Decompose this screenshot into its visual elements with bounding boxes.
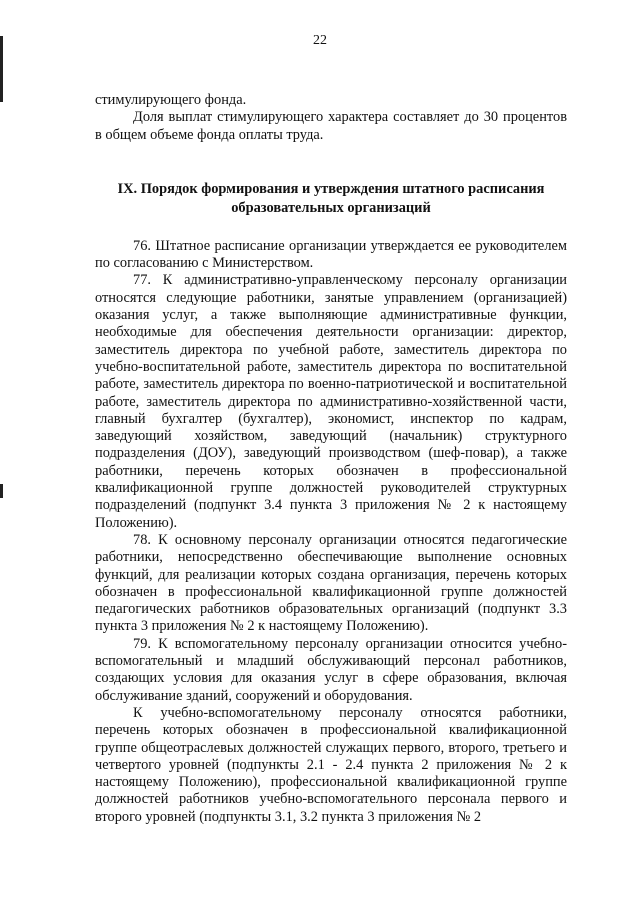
paragraph-78: 78. К основному персоналу организации относятся педагогические работники, непосредственно обеспечивающие выполнение основных функций, для реализации которых создана организация, перечень которых обозначен в профессиональной квалификационной группе должностей педагогических работников образовательных организаций (подпункт 3.3 пункта 3 приложения № 2 к настоящему Положению). bbox=[95, 531, 567, 635]
intro-paragraph: Доля выплат стимулирующего характера составляет до 30 процентов в общем объеме фонда оплаты труда. bbox=[95, 109, 567, 143]
intro-line: стимулирующего фонда. bbox=[95, 92, 247, 108]
scan-edge-mark bbox=[0, 484, 3, 498]
paragraph-support-staff: К учебно-вспомогательному персоналу относятся работники, перечень которых обозначен в профессиональной квалификационной группе общеотраслевых должностей служащих первого, второго, третьего и четвертого уровней (подпункты 2.1 - 2.4 пункта 2 приложения № 2 к настоящему Положению), профессиональной квалификационной группе должностей работников учебно-вспомогательного персонала первого и второго уровней (подпункты 3.1, 3.2 пункта 3 приложения № 2 bbox=[95, 704, 567, 825]
section-heading bbox=[95, 180, 567, 218]
paragraph-76: 76. Штатное расписание организации утверждается ее руководителем по согласованию с Министерством. bbox=[95, 237, 567, 272]
paragraph-79: 79. К вспомогательному персоналу организации относится учебно-вспомогательный и младший обслуживающий персонал работников, создающих условия для оказания услуг в сфере образования, включая обслуживание зданий, сооружений и оборудования. bbox=[95, 635, 567, 704]
section-heading-line2: образовательных организаций bbox=[231, 199, 431, 216]
page-number: 22 bbox=[313, 33, 327, 48]
document-body bbox=[95, 92, 567, 826]
section-heading-line1: IX. Порядок формирования и утверждения штатного расписания bbox=[117, 180, 545, 197]
paragraph-77: 77. К административно-управленческому персоналу организации относятся следующие работники, занятые управлением (организацией) оказания услуг, а также выполняющие административные функции, необходимые для обеспечения деятельности организации: директор, заместитель директора по учебной работе, заместитель директора по учебно-воспитательной работе, заместитель директора по воспитательной работе, заместитель директора по военно-патриотической и воспитательной работе, заместитель директора по административно-хозяйственной части, главный бухгалтер (бухгалтер), экономист, инспектор по кадрам, заведующий хозяйством, заведующий (начальник) структурного подразделения (ДОУ), заведующий производством (шеф-повар), а также работники, перечень которых обозначен в профессиональной квалификационной группе должностей руководителей структурных подразделений (подпункт 3.4 пункта 3 приложения № 2 к настоящему Положению). bbox=[95, 272, 567, 531]
